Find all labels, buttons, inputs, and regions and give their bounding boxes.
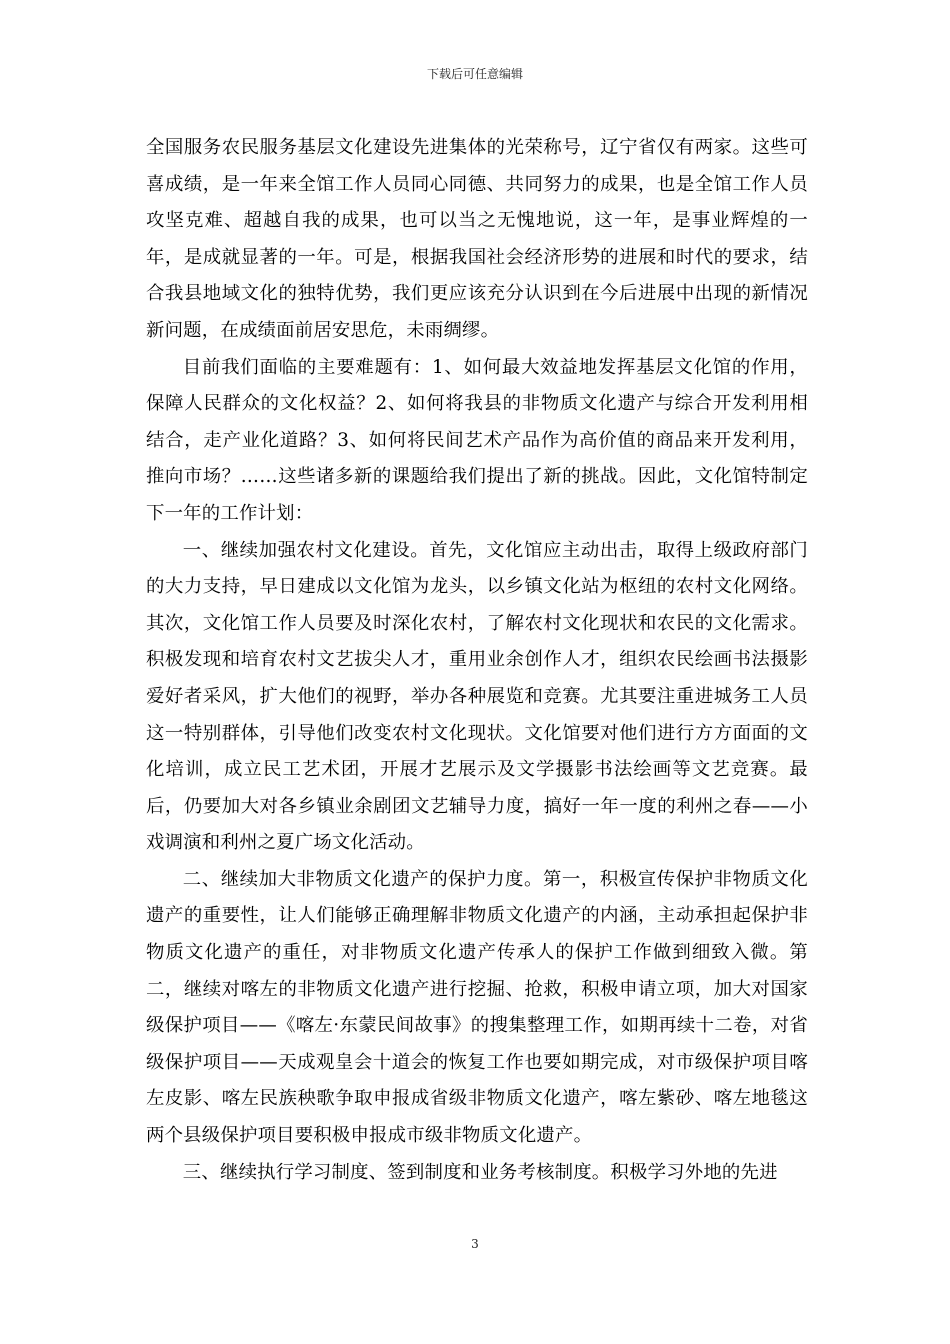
paragraph-continuation: 全国服务农民服务基层文化建设先进集体的光荣称号，辽宁省仅有两家。这些可喜成绩，是一年来全馆工作人员同心同德、共同努力的成果，也是全馆工作人员攻坚克难、超越自我的成果，也可以当之无愧地说，这一年，是事业辉煌的一年，是成就显著的一年。可是，根据我国社会经济形势的进展和时代的要求，结合我县地域文化的独特优势，我们更应该充分认识到在今后进展中出现的新情况新问题，在成绩面前居安思危，未雨绸缪。 <box>146 137 808 341</box>
paragraph-rural-culture: 一、继续加强农村文化建设。首先，文化馆应主动出击，取得上级政府部门的大力支持，早日建成以文化馆为龙头，以乡镇文化站为枢纽的农村文化网络。其次，文化馆工作人员要及时深化农村，了解农村文化现状和农民的文化需求。积极发现和培育农村文艺拔尖人才，重用业余创作人才，组织农民绘画书法摄影爱好者采风，扩大他们的视野，举办各种展览和竞赛。尤其要注重进城务工人员这一特别群体，引导他们改变农村文化现状。文化馆要对他们进行方方面面的文化培训，成立民工艺术团，开展才艺展示及文学摄影书法绘画等文艺竞赛。最后，仍要加大对各乡镇业余剧团文艺辅导力度，搞好一年一度的利州之春——小戏调演和利州之夏广场文化活动。 <box>146 539 808 854</box>
document-body <box>146 130 808 1191</box>
paragraph-main-problems: 目前我们面临的主要难题有：1、如何最大效益地发挥基层文化馆的作用，保障人民群众的文化权益？2、如何将我县的非物质文化遗产与综合开发利用相结合，走产业化道路？3、如何将民间艺术产品作为高价值的商品来开发利用，推向市场？……这些诸多新的课题给我们提出了新的挑战。因此，文化馆特制定下一年的工作计划： <box>146 356 808 524</box>
paragraph-study-system: 三、继续执行学习制度、签到制度和业务考核制度。积极学习外地的先进 <box>182 1161 778 1183</box>
page-number: 3 <box>471 1237 479 1251</box>
paragraph-intangible-heritage: 二、继续加大非物质文化遗产的保护力度。第一，积极宣传保护非物质文化遗产的重要性，让人们能够正确理解非物质文化遗产的内涵，主动承担起保护非物质文化遗产的重任，对非物质文化遗产传承人的保护工作做到细致入微。第二，继续对喀左的非物质文化遗产进行挖掘、抢救，积极申请立项，加大对国家级保护项目——《喀左·东蒙民间故事》的搜集整理工作，如期再续十二卷，对省级保护项目——天成观皇会十道会的恢复工作也要如期完成，对市级保护项目喀左皮影、喀左民族秧歌争取申报成省级非物质文化遗产，喀左紫砂、喀左地毯这两个县级保护项目要积极申报成市级非物质文化遗产。 <box>146 868 808 1147</box>
page-header: 下载后可任意编辑 <box>426 67 523 81</box>
